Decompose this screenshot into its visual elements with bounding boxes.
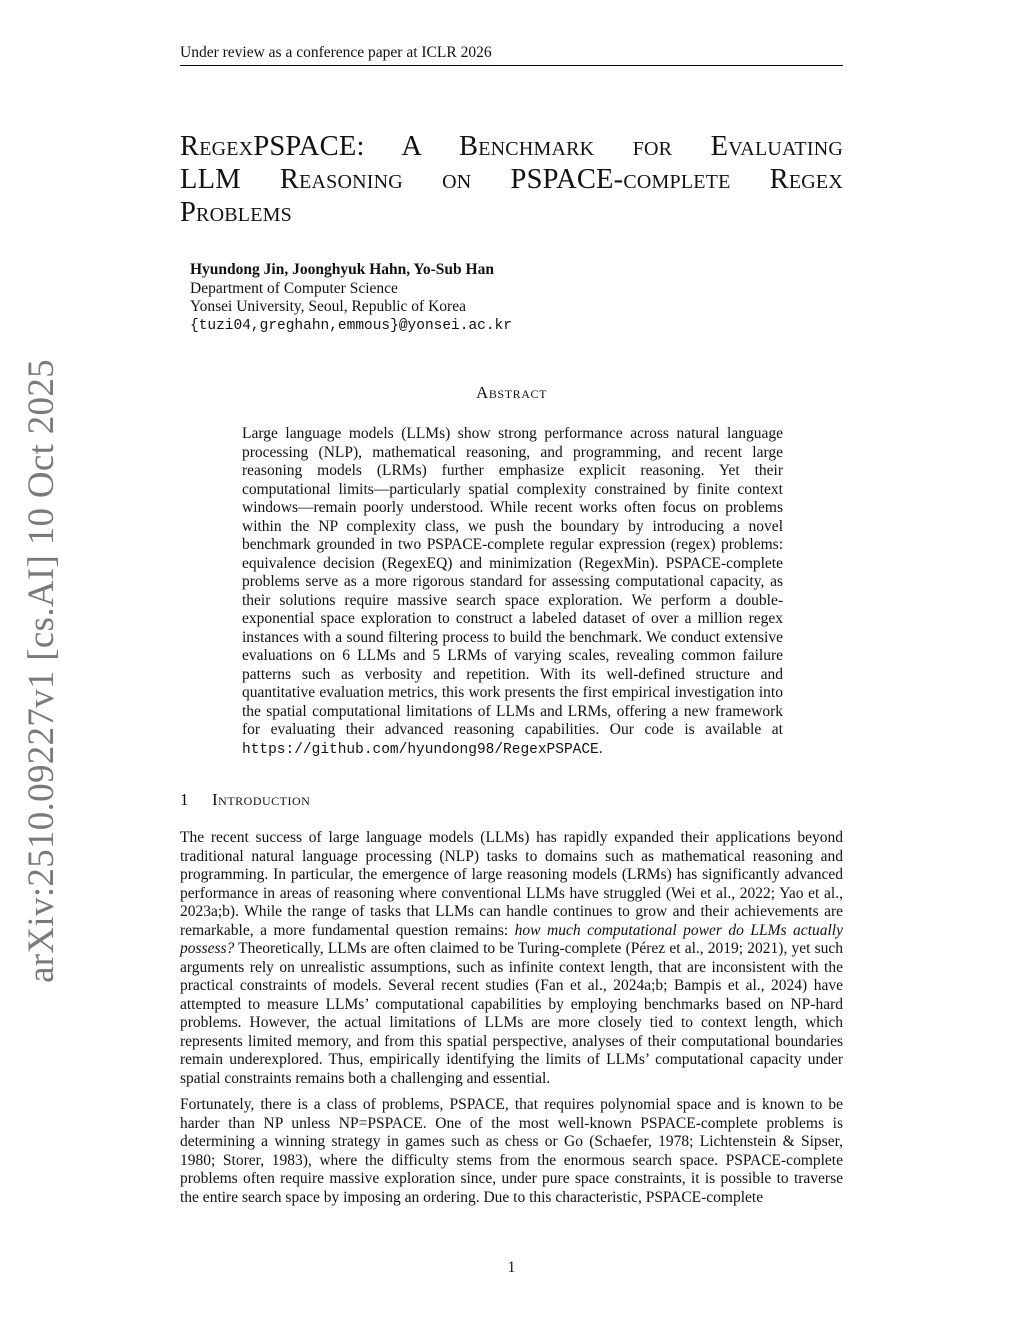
header-rule xyxy=(180,65,843,66)
title-line-3: Problems xyxy=(180,197,292,228)
section-title: Introduction xyxy=(212,790,311,809)
code-link[interactable]: https://github.com/hyundong98/RegexPSPACE xyxy=(242,741,599,758)
author-affiliation: Yonsei University, Seoul, Republic of Korea xyxy=(190,298,466,315)
author-names: Hyundong Jin, Joonghyuk Hahn, Yo-Sub Han xyxy=(190,261,494,278)
abstract-end: . xyxy=(598,739,603,757)
abstract-heading: Abstract xyxy=(475,383,548,402)
intro-p1-text-a: The recent success of large language models (LLMs) has rapidly expanded their applications beyond traditional natural language processing (NLP) tasks to domains such as mathematical reasoning and programming. In particular, the emergence of large reasoning models (LRMs) has significantly advanced performance in areas of reasoning where conventional LLMs have struggled (Wei et al., 2022; Yao et al., 2023a;b). While the range of tasks that LLMs can handle continues to grow and their achievements are remarkable, a more fundamental question remains: xyxy=(180,829,843,939)
page-number: 1 xyxy=(507,1259,516,1276)
author-block xyxy=(190,261,790,335)
title-line-1: RegexPSPACE: A Benchmark for Evaluating xyxy=(180,131,843,162)
paper-title xyxy=(180,130,843,229)
author-department: Department of Computer Science xyxy=(190,279,398,297)
arxiv-watermark: arXiv:2510.09227v1 [cs.AI] 10 Oct 2025 xyxy=(21,359,62,983)
intro-p1-text-b: Theoretically, LLMs are often claimed to be Turing-complete (Pérez et al., 2019; 2021), yet such arguments rely on unrealistic assumptions, such as infinite context length, that are inconsistent with the practical constraints of models. Several recent studies (Fan et al., 2024a;b; Bampis et al., 2024) have attempted to measure LLMs’ computational capabilities by employing benchmarks based on NP-hard problems. However, the actual limitations of LLMs are more closely tied to context length, which represents limited memory, and from this spatial perspective, analyses of their computational boundaries remain underexplored. Thus, empirically identifying the limits of LLMs’ computational capacity under spatial constraints remains both a challenging and essential. xyxy=(180,940,843,1087)
intro-paragraph-2: Fortunately, there is a class of problems, PSPACE, that requires polynomial space and is known to be harder than NP unless NP=PSPACE. One of the most well-known PSPACE-complete problems is determining a winning strategy in games such as chess or Go (Schaefer, 1978; Lichtenstein & Sipser, 1980; Storer, 1983), where the difficulty stems from the enormous search space. PSPACE-complete problems often require massive exploration since, under pure space constraints, it is possible to traverse the entire search space by imposing an ordering. Due to this characteristic, PSPACE-complete xyxy=(180,1096,843,1206)
abstract-body xyxy=(242,425,783,759)
intro-p1-question: how much computational power do LLMs actually possess? xyxy=(180,921,843,957)
section-heading xyxy=(180,790,843,810)
section-number: 1 xyxy=(180,790,189,809)
intro-paragraph-1 xyxy=(180,829,843,1088)
title-line-2: LLM Reasoning on PSPACE-complete Regex xyxy=(180,164,843,195)
introduction-body xyxy=(180,829,843,1215)
running-header: Under review as a conference paper at ICLR 2026 xyxy=(180,44,492,61)
abstract-text: Large language models (LLMs) show strong performance across natural language processing (NLP), mathematical reasoning, and programming, and recent large reasoning models (LRMs) further emphasize explicit reasoning. Yet their computational limits—particularly spatial complexity constrained by finite context windows—remain poorly understood. While recent works often focus on problems within the NP complexity class, we push the boundary by introducing a novel benchmark grounded in two PSPACE-complete regular expression (regex) problems: equivalence decision (RegexEQ) and minimization (RegexMin). PSPACE-complete problems serve as a more rigorous standard for assessing computational capacity, as their solutions require massive search space exploration. We perform a double-exponential space exploration to construct a labeled dataset of over a million regex instances with a sound filtering process to build the benchmark. We conduct extensive evaluations on 6 LLMs and 5 LRMs of varying scales, revealing common failure patterns such as verbosity and repetition. With its well-defined structure and quantitative evaluation metrics, this work presents the first empirical investigation into the spatial computational limitations of LLMs and LRMs, offering a new framework for evaluating their advanced reasoning capabilities. Our code is available at xyxy=(242,425,783,738)
author-emails: {tuzi04,greghahn,emmous}@yonsei.ac.kr xyxy=(190,317,512,334)
